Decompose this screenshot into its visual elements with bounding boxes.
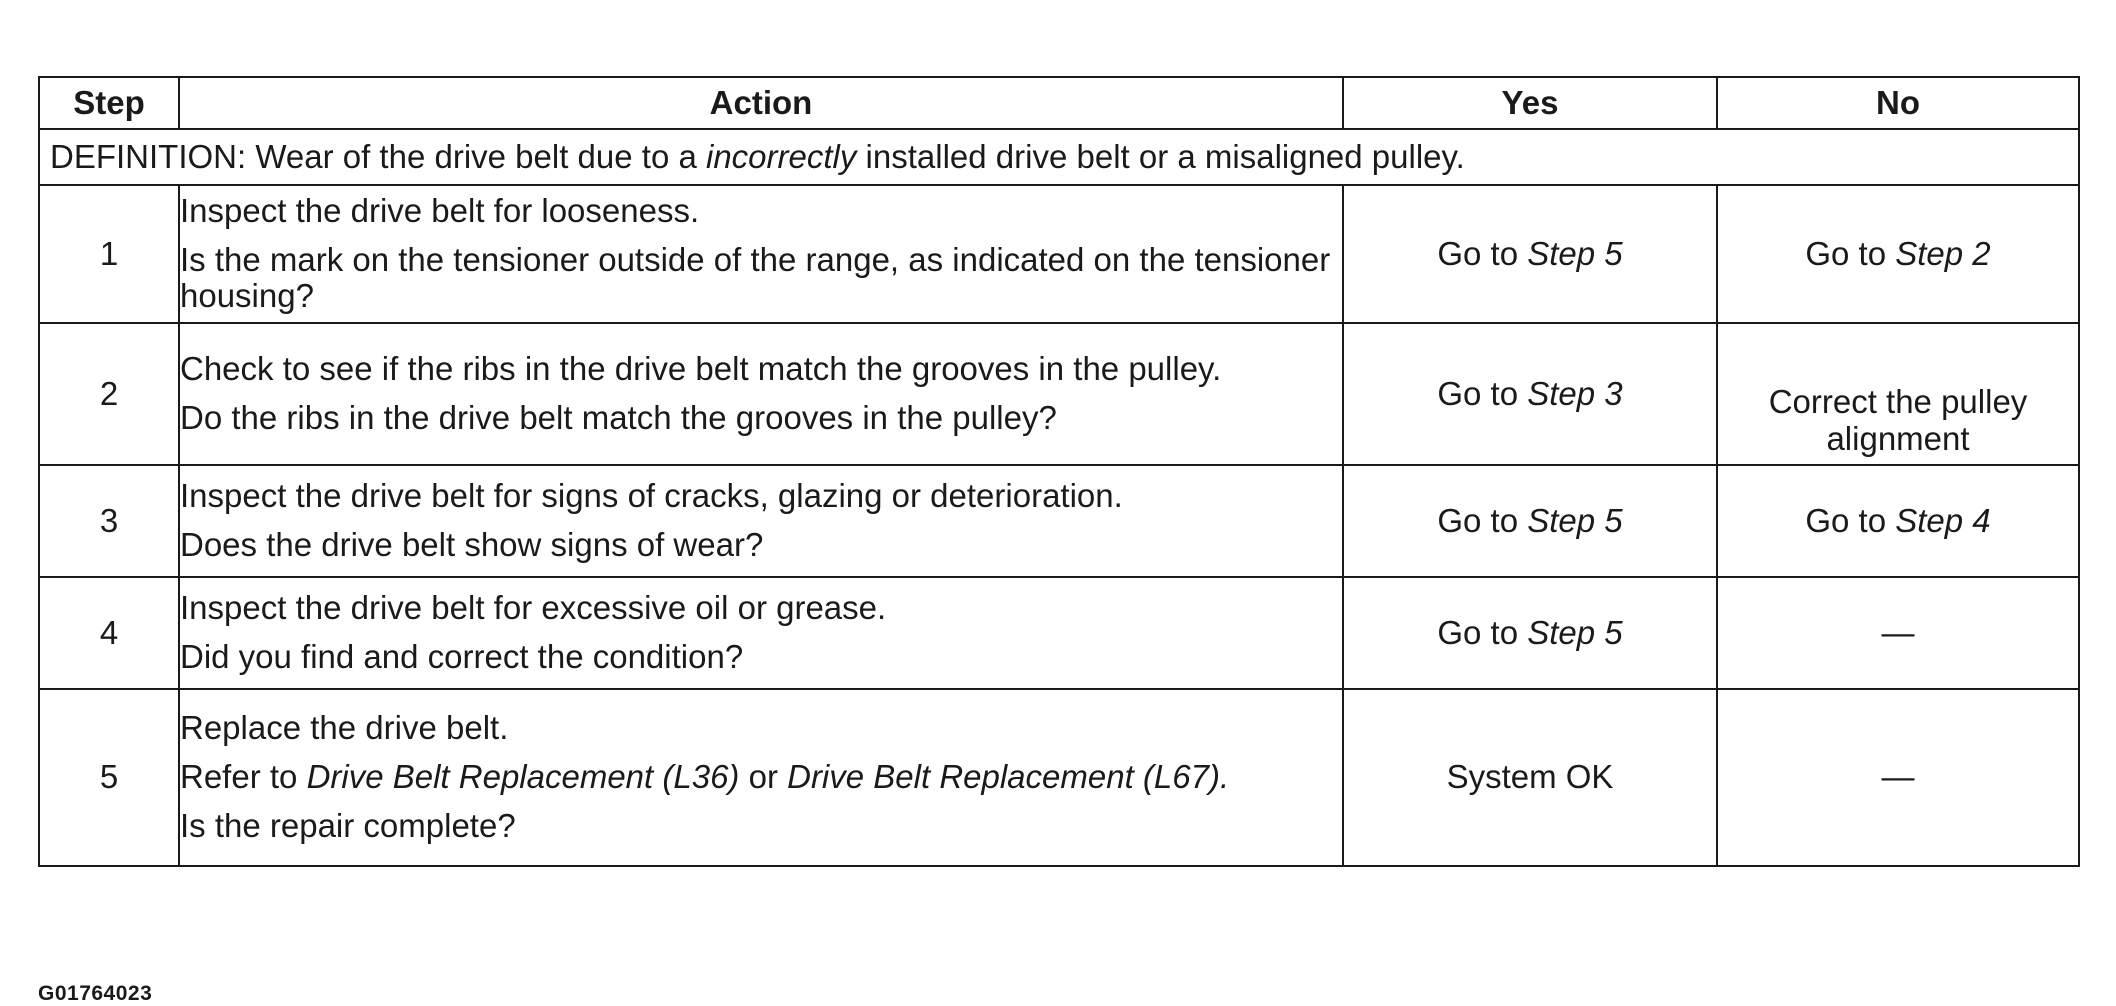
reference-prefix: Refer to	[180, 758, 307, 796]
step-number: 4	[39, 577, 179, 689]
action-instruction: Inspect the drive belt for signs of cracks, glazing or deterioration.	[180, 477, 1123, 515]
no-text: Correct the pulley alignment	[1768, 383, 2028, 458]
yes-cell	[1343, 577, 1717, 689]
action-reference	[180, 759, 1342, 796]
action-question: Did you find and correct the condition?	[180, 638, 744, 675]
no-cell	[1717, 185, 2079, 323]
no-cell	[1717, 689, 2079, 866]
diagnostic-table	[38, 76, 2080, 867]
no-prefix: Go to	[1805, 501, 1896, 539]
step-number: 3	[39, 465, 179, 577]
action-cell	[179, 577, 1343, 689]
no-step-link[interactable]: Step 4	[1895, 501, 1991, 539]
no-dash: —	[1881, 758, 1915, 796]
action-cell	[179, 185, 1343, 323]
action-instruction: Check to see if the ribs in the drive belt match the grooves in the pulley.	[180, 350, 1222, 388]
no-prefix: Go to	[1805, 234, 1896, 272]
yes-prefix: Go to	[1437, 234, 1528, 272]
yes-prefix: Go to	[1437, 613, 1528, 651]
yes-cell	[1343, 323, 1717, 465]
no-cell	[1717, 577, 2079, 689]
table-row-step-5	[39, 689, 2079, 866]
yes-step-link[interactable]: Step 5	[1527, 234, 1623, 272]
header-no: No	[1717, 77, 2079, 129]
header-action: Action	[179, 77, 1343, 129]
table-row-step-1	[39, 185, 2079, 323]
definition-emphasis: incorrectly	[706, 137, 857, 175]
table-row-step-4	[39, 577, 2079, 689]
definition-suffix: installed drive belt or a misaligned pulley.	[856, 137, 1465, 175]
action-cell	[179, 465, 1343, 577]
yes-step-link[interactable]: Step 3	[1527, 374, 1623, 412]
definition-row	[39, 129, 2079, 185]
no-dash: —	[1881, 613, 1915, 651]
reference-suffix: .	[1219, 758, 1230, 796]
header-row	[39, 77, 2079, 129]
step-number: 5	[39, 689, 179, 866]
yes-step-link[interactable]: Step 5	[1527, 613, 1623, 651]
action-question: Does the drive belt show signs of wear?	[180, 526, 764, 563]
action-instruction: Inspect the drive belt for excessive oil or grease.	[180, 589, 887, 627]
no-cell	[1717, 465, 2079, 577]
table-row-step-2	[39, 323, 2079, 465]
action-question: Do the ribs in the drive belt match the grooves in the pulley?	[180, 399, 1057, 436]
step-number: 2	[39, 323, 179, 465]
yes-cell	[1343, 465, 1717, 577]
action-instruction: Inspect the drive belt for looseness.	[180, 191, 700, 229]
action-instruction: Replace the drive belt.	[180, 709, 509, 747]
reference-mid: or	[739, 758, 788, 796]
yes-text: System OK	[1446, 758, 1614, 796]
definition-prefix: DEFINITION: Wear of the drive belt due to a	[50, 137, 706, 175]
header-yes: Yes	[1343, 77, 1717, 129]
action-question: Is the mark on the tensioner outside of the range, as indicated on the tensioner housing?	[180, 240, 1331, 315]
reference-link-l67[interactable]: Drive Belt Replacement (L67)	[787, 758, 1220, 796]
no-cell	[1717, 323, 2079, 465]
yes-cell	[1343, 185, 1717, 323]
definition-cell	[39, 129, 2079, 185]
header-step: Step	[39, 77, 179, 129]
diagnostic-table-container	[38, 76, 2078, 1005]
action-cell	[179, 323, 1343, 465]
reference-link-l36[interactable]: Drive Belt Replacement (L36)	[306, 758, 740, 796]
no-step-link[interactable]: Step 2	[1895, 234, 1991, 272]
yes-prefix: Go to	[1437, 374, 1528, 412]
yes-step-link[interactable]: Step 5	[1527, 501, 1623, 539]
yes-cell	[1343, 689, 1717, 866]
action-cell	[179, 689, 1343, 866]
step-number: 1	[39, 185, 179, 323]
action-question: Is the repair complete?	[180, 806, 516, 844]
yes-prefix: Go to	[1437, 501, 1528, 539]
figure-id: G01764023	[38, 982, 153, 1005]
table-row-step-3	[39, 465, 2079, 577]
